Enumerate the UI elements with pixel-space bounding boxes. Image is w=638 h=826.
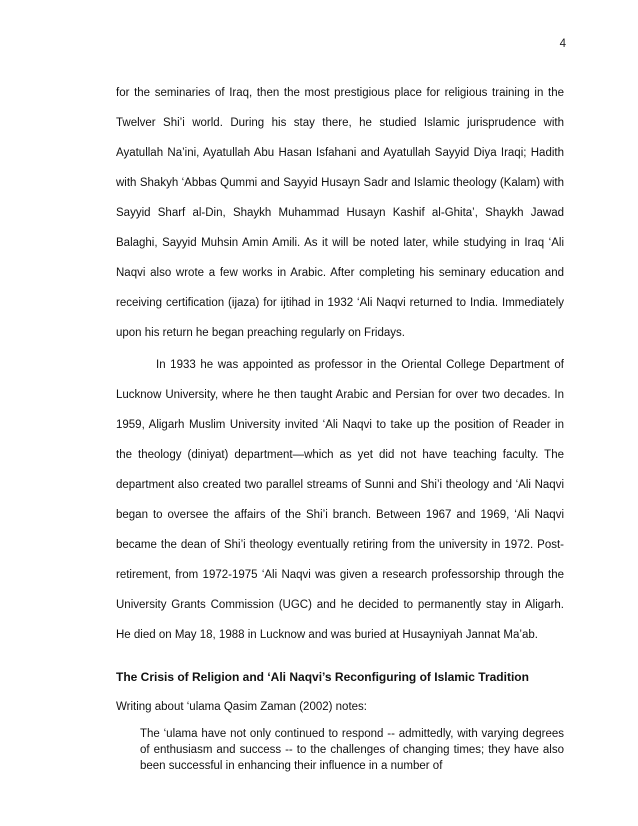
- paragraph-biography-iraq: for the seminaries of Iraq, then the most prestigious place for religious training in the Twelver Shi’i world. During his stay there, he studied Islamic jurisprudence with Ayatullah Na’ini, Ayatullah Abu Hasan Isfahani and Ayatullah Sayyid Diya Iraqi; Hadith with Shakyh ‘Abbas Qummi and Sayyid Husayn Sadr and Islamic theology (Kalam) with Sayyid Sharf al-Din, Shaykh Muhammad Husayn Kashif al-Ghita’, Shaykh Jawad Balaghi, Sayyid Muhsin Amin Amili. As it will be noted later, while studying in Iraq ‘Ali Naqvi also wrote a few works in Arabic. After completing his seminary education and receiving certification (ijaza) for ijtihad in 1932 ‘Ali Naqvi returned to India. Immediately upon his return he began preaching regularly on Fridays.: [116, 87, 564, 339]
- body-text: [116, 78, 564, 774]
- section-intro: Writing about ‘ulama Qasim Zaman (2002) notes:: [116, 701, 367, 713]
- block-quote: The ‘ulama have not only continued to respond -- admittedly, with varying degrees of enthusiasm and success -- to the challenges of changing times; they have also been successful in enhancing their influence in a number of: [140, 728, 564, 772]
- section-heading: The Crisis of Religion and ‘Ali Naqvi’s Reconfiguring of Islamic Tradition: [116, 670, 529, 684]
- page-number: 4: [559, 38, 566, 50]
- paragraph-biography-career: In 1933 he was appointed as professor in the Oriental College Department of Lucknow University, where he then taught Arabic and Persian for over two decades. In 1959, Aligarh Muslim University invited ‘Ali Naqvi to take up the position of Reader in the theology (diniyat) department—which as yet did not have teaching faculty. The department also created two parallel streams of Sunni and Shi’i theology and ‘Ali Naqvi began to oversee the affairs of the Shi’i branch. Between 1967 and 1969, ‘Ali Naqvi became the dean of Shi’i theology eventually retiring from the university in 1972. Post-retirement, from 1972-1975 ‘Ali Naqvi was given a research professorship through the University Grants Commission (UGC) and he decided to permanently stay in Aligarh. He died on May 18, 1988 in Lucknow and was buried at Husayniyah Jannat Ma’ab.: [116, 359, 564, 641]
